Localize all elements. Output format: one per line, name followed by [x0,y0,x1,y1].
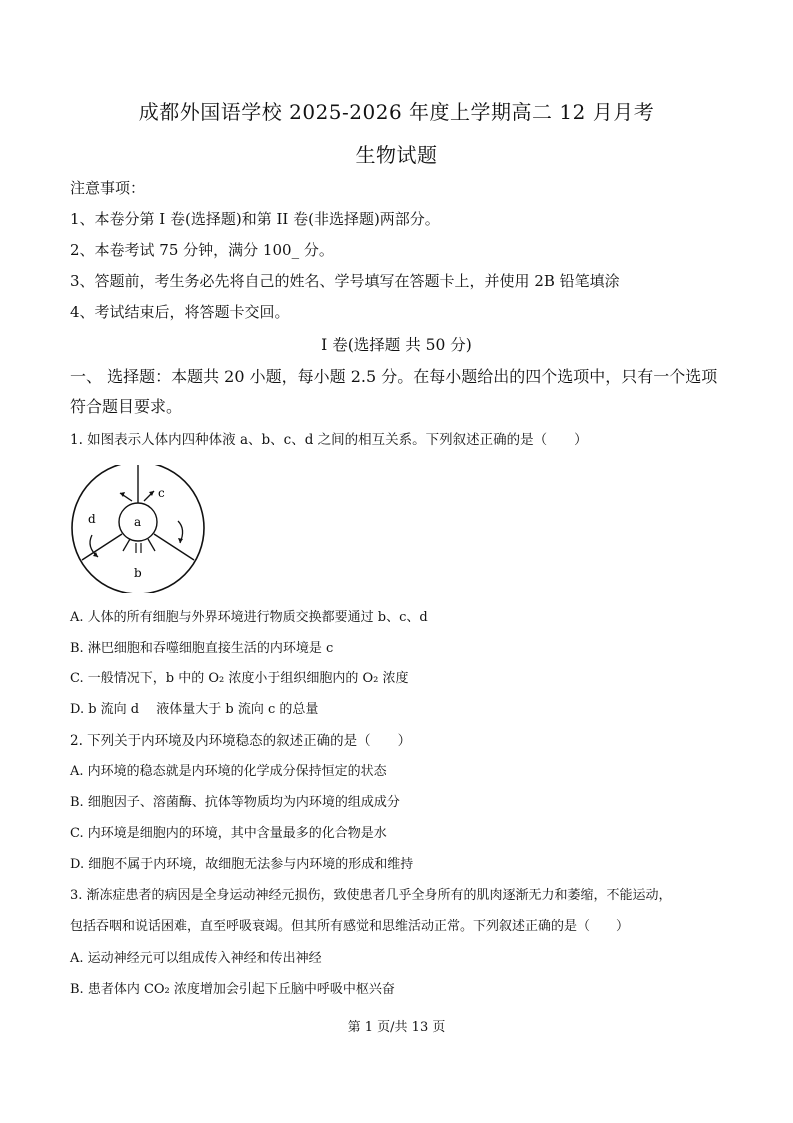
q3-option-a: A. 运动神经元可以组成传入神经和传出神经 [70,951,322,966]
notice-item-3: 3、答题前，考生务必先将自己的姓名、学号填写在答题卡上，并使用 2B 铅笔填涂 [70,272,620,290]
q1-option-c: C. 一般情况下，b 中的 O₂ 浓度小于组织细胞内的 O₂ 浓度 [70,671,409,686]
exam-title: 成都外国语学校 2025-2026 年度上学期高二 12 月月考 [138,100,655,124]
q1-option-a: A. 人体的所有细胞与外界环境进行物质交换都要通过 b、c、d [70,610,428,625]
notice-item-1: 1、本卷分第 I 卷(选择题)和第 II 卷(非选择题)两部分。 [70,210,440,228]
question-2-stem: 2. 下列关于内环境及内环境稳态的叙述正确的是（ ） [70,733,412,749]
question-3-stem-line-1: 3. 渐冻症患者的病因是全身运动神经元损伤，致使患者几乎全身所有的肌肉逐渐无力和萎缩，不能运动， [70,888,672,903]
notice-item-4: 4、考试结束后，将答题卡交回。 [70,303,290,321]
body-fluid-diagram [68,465,210,593]
q2-option-a: A. 内环境的稳态就是内环境的化学成分保持恒定的状态 [70,764,387,779]
label-d: d [88,512,96,526]
section-title: I 卷(选择题 共 50 分) [321,336,472,354]
section-intro-line-1: 一、 选择题：本题共 20 小题，每小题 2.5 分。在每小题给出的四个选项中，只有一个选项 [70,367,718,386]
label-a: a [134,515,142,529]
q1-option-d: D. b 流向 d 液体量大于 b 流向 c 的总量 [70,702,319,717]
page-footer: 第 1 页/共 13 页 [347,1020,446,1035]
subject-title: 生物试题 [355,143,438,167]
arrow-bottom-right-in [148,539,155,551]
notice-item-2: 2、本卷考试 75 分钟，满分 100_ 分。 [70,241,334,259]
arrow-bottom-center [136,543,141,553]
q2-option-c: C. 内环境是细胞内的环境，其中含量最多的化合物是水 [70,826,387,841]
label-c: c [158,486,165,500]
q3-option-b: B. 患者体内 CO₂ 浓度增加会引起下丘脑中呼吸中枢兴奋 [70,982,395,997]
question-1-stem: 1. 如图表示人体内四种体液 a、b、c、d 之间的相互关系。下列叙述正确的是（ ） [70,432,588,448]
q2-option-d: D. 细胞不属于内环境，故细胞无法参与内环境的形成和维持 [70,857,414,872]
question-3-stem-line-2: 包括吞咽和说话困难，直至呼吸衰竭。但其所有感觉和思维活动正常。下列叙述正确的是（ ） [70,919,630,934]
arrow-bottom-left-in [123,539,130,551]
section-intro-line-2: 符合题目要求。 [70,397,183,416]
q2-option-b: B. 细胞因子、溶菌酶、抗体等物质均为内环境的组成成分 [70,795,400,810]
q1-option-b: B. 淋巴细胞和吞噬细胞直接生活的内环境是 c [70,641,334,656]
notice-heading: 注意事项： [70,179,146,197]
label-b: b [134,566,142,580]
divider-right [154,534,194,560]
divider-left [82,534,122,560]
